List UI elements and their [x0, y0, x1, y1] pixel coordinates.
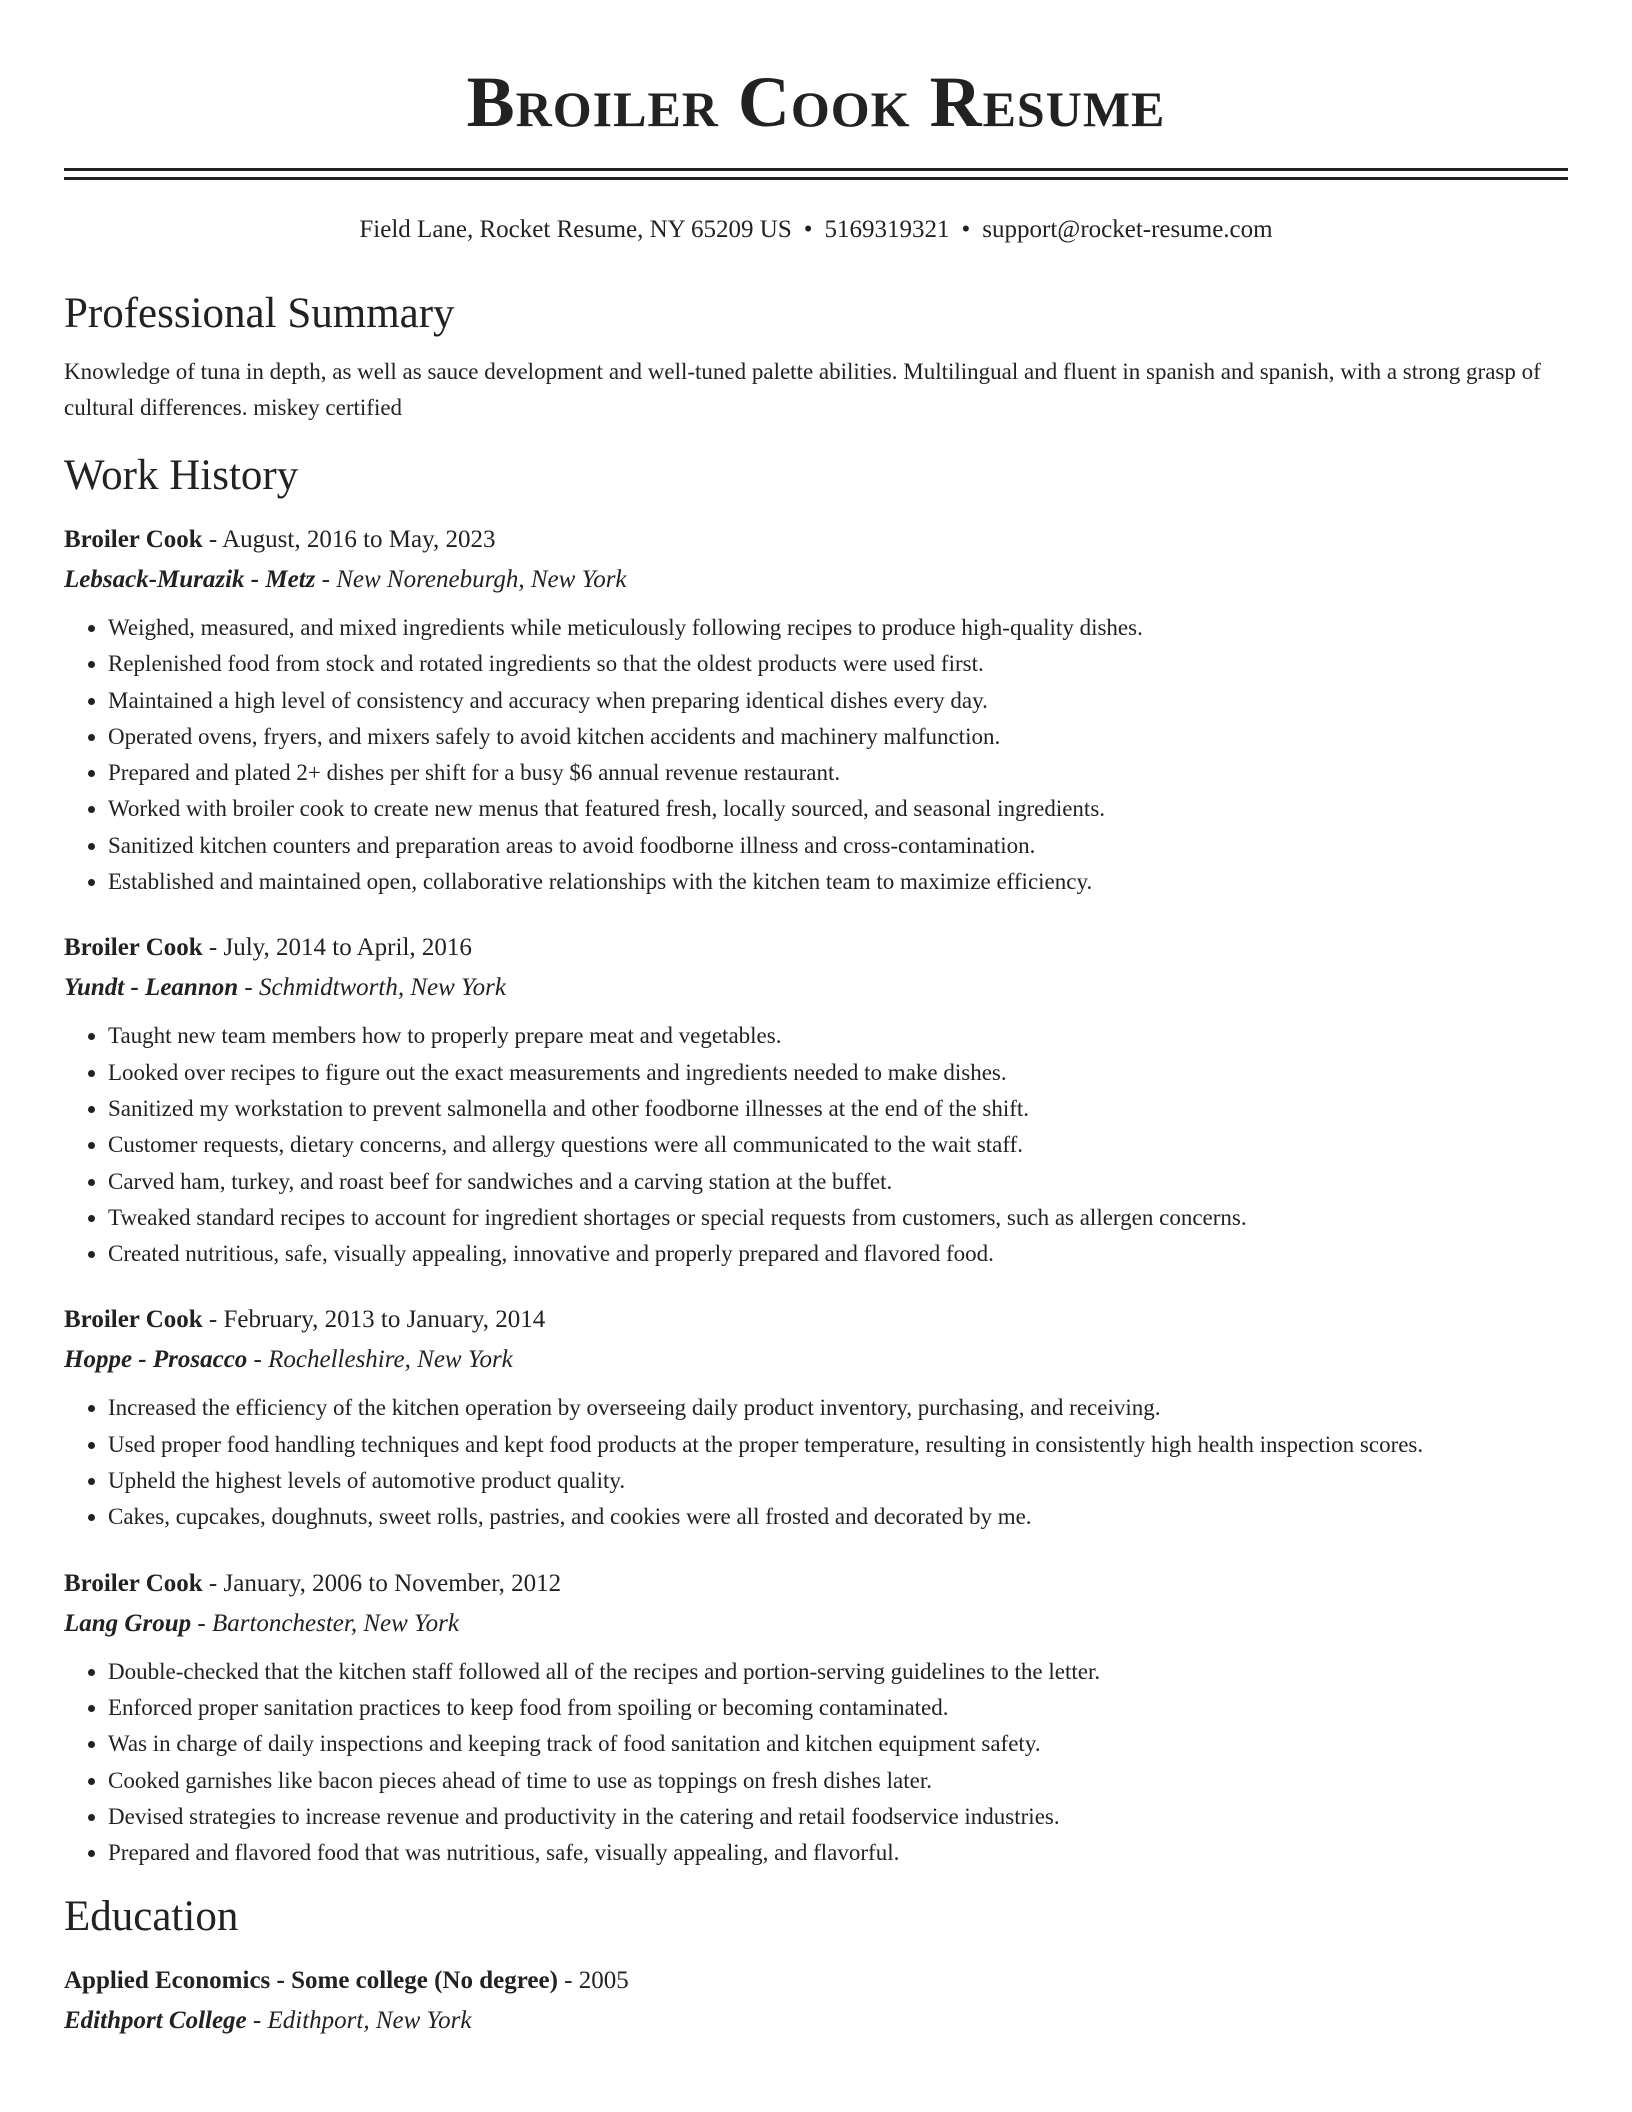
job-company-line — [64, 1340, 1568, 1380]
summary-heading: Professional Summary — [64, 290, 455, 337]
job-duty: • Devised strategies to increase revenue and productivity in the catering and retail foodservice industries. — [108, 1799, 1568, 1835]
education-degree: Applied Economics - Some college (No degree) — [64, 1967, 558, 1995]
contact-phone: 5169319321 — [824, 216, 950, 243]
job-duty: • Replenished food from stock and rotated ingredients so that the oldest products were used first. — [108, 646, 1568, 682]
summary-text: Knowledge of tuna in depth, as well as sauce development and well-tuned palette abilities. Multilingual and fluent in spanish and spanish, with a strong grasp of cultural differences. miskey certified — [64, 359, 1541, 420]
job-duty: • Sanitized kitchen counters and preparation areas to avoid foodborne illness and cross-contamination. — [108, 828, 1568, 864]
job-dash: - — [202, 934, 224, 962]
job-dash: - — [247, 1346, 269, 1374]
job-duty: • Cooked garnishes like bacon pieces ahead of time to use as toppings on fresh dishes later. — [108, 1763, 1568, 1799]
job-dash: - — [202, 1569, 224, 1597]
job-title-line — [64, 1300, 1568, 1340]
job-entry — [64, 1564, 1568, 1872]
job-company-line — [64, 1604, 1568, 1644]
work-history-list — [64, 520, 1568, 1871]
job-title: Broiler Cook — [64, 526, 203, 553]
contact-email: support@rocket-resume.com — [982, 216, 1273, 243]
job-duties-list — [64, 1654, 1568, 1872]
job-title: Broiler Cook — [64, 934, 203, 962]
job-dash: - — [191, 1609, 212, 1637]
education-heading: Education — [64, 1893, 239, 1941]
education-degree-line — [64, 1961, 1568, 2001]
job-duty: • Looked over recipes to figure out the exact measurements and ingredients needed to make dishes. — [108, 1055, 1568, 1091]
job-entry — [64, 928, 1568, 1272]
job-company: Hoppe - Prosacco — [64, 1346, 248, 1374]
job-duties-list — [64, 1390, 1568, 1535]
job-title-line — [64, 520, 1568, 560]
education-location: Edithport, New York — [267, 2007, 472, 2035]
job-duty: • Maintained a high level of consistency and accuracy when preparing identical dishes every day. — [108, 683, 1568, 719]
work-history-heading: Work History — [64, 452, 299, 499]
job-duty: • Double-checked that the kitchen staff followed all of the recipes and portion-serving guidelines to the letter. — [108, 1654, 1568, 1690]
job-duty: • Weighed, measured, and mixed ingredients while meticulously following recipes to produce high-quality dishes. — [108, 610, 1568, 646]
job-duty: • Was in charge of daily inspections and keeping track of food sanitation and kitchen equipment safety. — [108, 1726, 1568, 1762]
job-location: Schmidtworth, New York — [258, 974, 506, 1002]
education-entry — [64, 1961, 1568, 2041]
job-duties-list — [64, 610, 1568, 900]
education-school-line — [64, 2001, 1568, 2041]
education-year: 2005 — [578, 1967, 629, 1995]
job-dash: - — [202, 1306, 224, 1334]
title-rule-bottom — [64, 177, 1568, 180]
job-title-line — [64, 1564, 1568, 1604]
job-duty: • Customer requests, dietary concerns, and allergy questions were all communicated to the wait staff. — [108, 1127, 1568, 1163]
education-school: Edithport College — [64, 2007, 247, 2035]
job-duty: • Prepared and plated 2+ dishes per shift for a busy $6 annual revenue restaurant. — [108, 755, 1568, 791]
job-dash: - — [202, 526, 223, 553]
job-entry — [64, 1300, 1568, 1535]
job-duty: • Created nutritious, safe, visually appealing, innovative and properly prepared and flavored food. — [108, 1236, 1568, 1272]
job-dates: July, 2014 to April, 2016 — [223, 934, 472, 962]
job-dates: January, 2006 to November, 2012 — [223, 1569, 562, 1597]
job-duty: • Tweaked standard recipes to account for ingredient shortages or special requests from customers, such as allergen concerns. — [108, 1200, 1568, 1236]
job-duty: • Worked with broiler cook to create new menus that featured fresh, locally sourced, and seasonal ingredients. — [108, 791, 1568, 827]
job-duty: • Carved ham, turkey, and roast beef for sandwiches and a carving station at the buffet. — [108, 1164, 1568, 1200]
job-duty: • Prepared and flavored food that was nutritious, safe, visually appealing, and flavorful. — [108, 1835, 1568, 1871]
job-dash: - — [315, 566, 337, 593]
job-location: Rochelleshire, New York — [268, 1346, 513, 1374]
contact-line — [64, 214, 1568, 246]
job-duty: • Upheld the highest levels of automotive product quality. — [108, 1463, 1568, 1499]
job-duty: • Cakes, cupcakes, doughnuts, sweet rolls, pastries, and cookies were all frosted and decorated by me. — [108, 1499, 1568, 1535]
job-duty: • Used proper food handling techniques and kept food products at the proper temperature, resulting in consistently high health inspection scores. — [108, 1427, 1568, 1463]
job-dates: August, 2016 to May, 2023 — [222, 526, 496, 553]
education-dash: - — [557, 1967, 579, 1995]
job-duty: • Established and maintained open, collaborative relationships with the kitchen team to maximize efficiency. — [108, 864, 1568, 900]
job-duty: • Enforced proper sanitation practices to keep food from spoiling or becoming contaminated. — [108, 1690, 1568, 1726]
job-dates: February, 2013 to January, 2014 — [223, 1306, 546, 1334]
job-title-line — [64, 928, 1568, 968]
title-rule-top — [64, 168, 1568, 171]
job-duty: • Taught new team members how to properly prepare meat and vegetables. — [108, 1018, 1568, 1054]
contact-separator: • — [803, 216, 813, 243]
job-duty: • Increased the efficiency of the kitchen operation by overseeing daily product inventory, purchasing, and receiving. — [108, 1390, 1568, 1426]
job-title: Broiler Cook — [64, 1306, 203, 1334]
job-title: Broiler Cook — [64, 1569, 203, 1597]
education-list — [64, 1961, 1568, 2041]
contact-address: Field Lane, Rocket Resume, NY 65209 US — [359, 216, 792, 243]
resume-title: Broiler Cook Resume — [466, 62, 1166, 142]
job-dash: - — [238, 974, 259, 1002]
job-company-line — [64, 560, 1568, 600]
job-duties-list — [64, 1018, 1568, 1272]
job-duty: • Sanitized my workstation to prevent salmonella and other foodborne illnesses at the end of the shift. — [108, 1091, 1568, 1127]
job-company: Lang Group — [64, 1609, 192, 1637]
job-company-line — [64, 968, 1568, 1008]
job-company: Lebsack-Murazik - Metz — [64, 566, 316, 593]
education-dash: - — [246, 2007, 268, 2035]
job-entry — [64, 520, 1568, 900]
job-company: Yundt - Leannon — [64, 974, 239, 1002]
contact-separator: • — [961, 216, 971, 243]
job-duty: • Operated ovens, fryers, and mixers safely to avoid kitchen accidents and machinery malfunction. — [108, 719, 1568, 755]
job-location: New Noreneburgh, New York — [336, 566, 627, 593]
job-location: Bartonchester, New York — [211, 1609, 459, 1637]
